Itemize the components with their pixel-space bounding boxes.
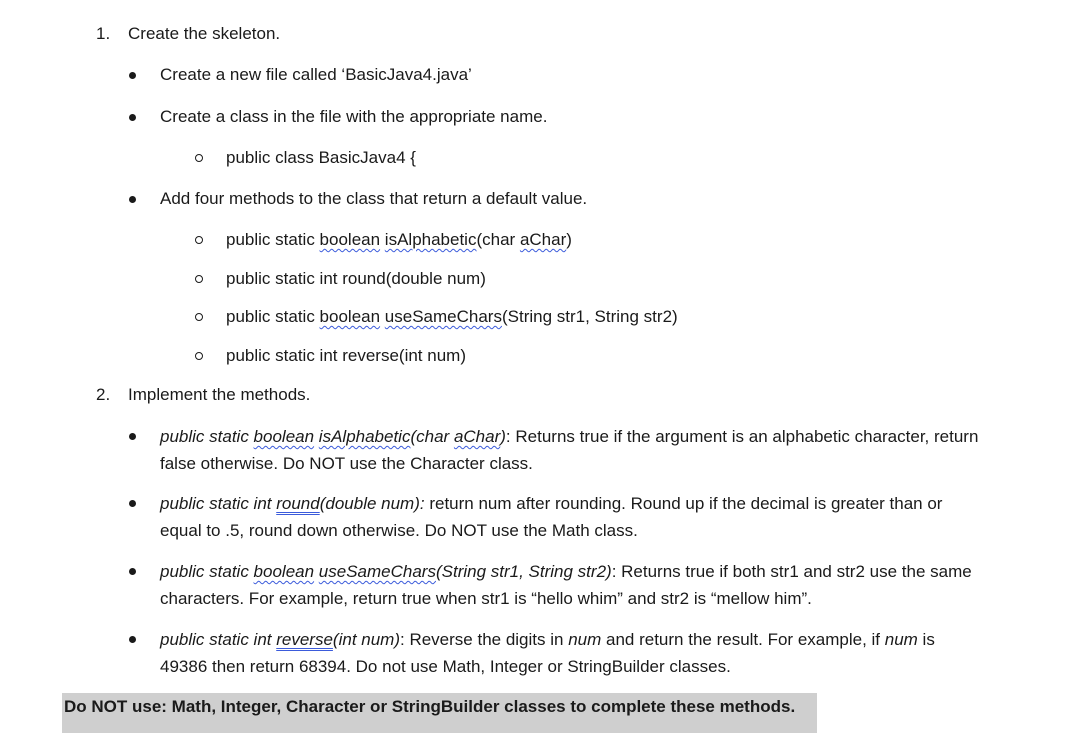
bullet-icon	[129, 636, 136, 643]
desc-text: : Reverse the digits in	[400, 630, 569, 649]
bullet-icon	[129, 500, 136, 507]
sig-word: isAlphabetic	[384, 230, 477, 249]
sig-text: )	[566, 230, 572, 249]
step-1-number: 1.	[96, 24, 111, 43]
sub-bullet-icon	[195, 154, 203, 162]
method-description-round	[160, 490, 980, 544]
sub-bullet-icon	[195, 275, 203, 283]
sig-text: public static	[160, 562, 254, 581]
sig-word: boolean	[253, 427, 315, 446]
step-2-title: Implement the methods.	[128, 385, 311, 404]
sub-bullet-icon	[195, 236, 203, 244]
desc-emphasis: num	[884, 630, 918, 649]
step-1-bullet-2: Create a class in the file with the appropriate name.	[160, 107, 548, 126]
sig-text: (int num)	[332, 630, 400, 649]
banner-text: Do NOT use: Math, Integer, Character or StringBuilder classes to complete these methods.	[64, 697, 796, 716]
sig-word: aChar	[453, 427, 501, 446]
step-1-bullet-1: Create a new file called ‘BasicJava4.java’	[160, 65, 472, 84]
sig-text: (String str1, String str2)	[435, 562, 612, 581]
sig-text: (char	[410, 427, 454, 446]
step-1-bullet-3: Add four methods to the class that return a default value.	[160, 189, 588, 208]
bullet-icon	[129, 568, 136, 575]
sig-word: aChar	[519, 230, 567, 249]
sig-word: useSameChars	[384, 307, 502, 326]
sig-word: boolean	[319, 230, 381, 249]
sig-text: public static	[160, 427, 254, 446]
sig-text: (String str1, String str2)	[501, 307, 678, 326]
method-description-usesamechars	[160, 558, 980, 612]
sig-word: boolean	[253, 562, 315, 581]
desc-text: is 49386 then return 68394. Do not use Math, Integer or StringBuilder classes.	[160, 630, 935, 676]
sig-text: public static int	[160, 630, 277, 649]
bullet-icon	[129, 114, 136, 121]
method-description-isalphabetic	[160, 423, 980, 477]
bullet-icon	[129, 196, 136, 203]
sig-word: isAlphabetic	[318, 427, 411, 446]
method-signature-reverse: public static int reverse(int num)	[226, 346, 466, 365]
method-signature-usesamechars	[226, 306, 678, 328]
sub-bullet-icon	[195, 313, 203, 321]
method-signature-round: public static int round(double num)	[226, 269, 486, 288]
desc-emphasis: num	[568, 630, 602, 649]
sig-word: reverse	[276, 630, 333, 649]
sig-text: )	[500, 427, 506, 446]
sig-text: (char	[476, 230, 520, 249]
sig-word: useSameChars	[318, 562, 436, 581]
method-description-reverse	[160, 626, 980, 680]
bullet-icon	[129, 72, 136, 79]
desc-text: and return the result. For example, if	[601, 630, 885, 649]
sig-word: round	[276, 494, 320, 513]
step-1-title: Create the skeleton.	[128, 24, 281, 43]
desc-text: : Returns true if the argument is an alphabetic character, return false otherwise. Do NOT use the Character class.	[160, 427, 979, 473]
desc-text: return num after rounding. Round up if the decimal is greater than or equal to .5, round down otherwise. Do NOT use the Math class.	[160, 494, 943, 540]
sig-text: public static	[226, 230, 320, 249]
step-1-bullet-2-sub-1: public class BasicJava4 {	[226, 148, 416, 167]
sub-bullet-icon	[195, 352, 203, 360]
sig-text: public static int	[160, 494, 277, 513]
sig-text: (double num):	[319, 494, 425, 513]
bullet-icon	[129, 433, 136, 440]
sig-text: public static	[226, 307, 320, 326]
sig-word: boolean	[319, 307, 381, 326]
desc-text: : Returns true if both str1 and str2 use the same characters. For example, return true when str1 is “hello whim” and str2 is “mellow him”.	[160, 562, 972, 608]
method-signature-isalphabetic	[226, 229, 572, 251]
step-2-number: 2.	[96, 385, 111, 404]
